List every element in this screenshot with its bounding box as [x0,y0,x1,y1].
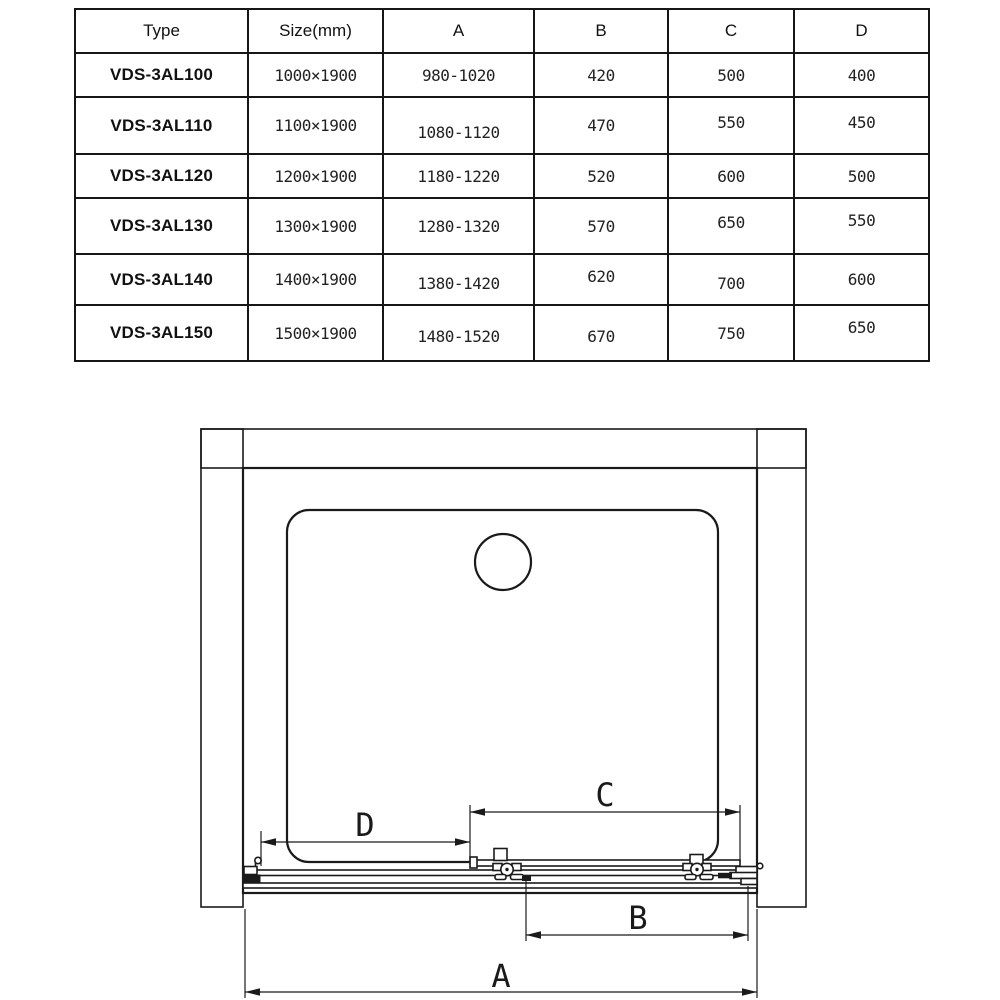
cell-d: 650 [794,305,929,361]
cell-type: VDS-3AL100 [75,53,248,97]
cell-size: 1300×1900 [248,198,383,254]
cell-a: 980-1020 [383,53,534,97]
cell-type: VDS-3AL130 [75,198,248,254]
cell-b: 620 [534,254,668,305]
cell-b: 570 [534,198,668,254]
cell-d: 550 [794,198,929,254]
cell-c: 550 [668,97,794,154]
cell-a: 1280-1320 [383,198,534,254]
cell-size: 1200×1900 [248,154,383,198]
cell-size: 1100×1900 [248,97,383,154]
cell-b: 470 [534,97,668,154]
door-frame [243,468,757,893]
dimension-a-label: A [491,957,511,995]
cell-a: 1380-1420 [383,254,534,305]
cell-type: VDS-3AL110 [75,97,248,154]
column-header-b: B [534,9,668,53]
dimension-b-label: B [628,899,648,937]
column-header-c: C [668,9,794,53]
cell-a: 1180-1220 [383,154,534,198]
cell-b: 520 [534,154,668,198]
wall-top-band [201,429,806,468]
cell-d: 450 [794,97,929,154]
cell-c: 650 [668,198,794,254]
cell-type: VDS-3AL140 [75,254,248,305]
cell-c: 600 [668,154,794,198]
cell-c: 500 [668,53,794,97]
dimension-c-label: C [595,776,615,814]
cell-d: 500 [794,154,929,198]
sliding-panel-end-cap [470,857,477,868]
column-header-a: A [383,9,534,53]
cell-c: 750 [668,305,794,361]
dimension-d-label: D [355,806,375,844]
dimension-a [245,909,757,998]
column-header-size: Size(mm) [248,9,383,53]
cell-size: 1000×1900 [248,53,383,97]
cell-b: 670 [534,305,668,361]
cell-size: 1500×1900 [248,305,383,361]
cell-c: 700 [668,254,794,305]
cell-a: 1080-1120 [383,97,534,154]
wall-right-column [757,429,806,907]
cell-d: 600 [794,254,929,305]
wall-left-column [201,429,243,907]
cell-b: 420 [534,53,668,97]
column-header-d: D [794,9,929,53]
cell-size: 1400×1900 [248,254,383,305]
bottom-track [243,883,757,888]
cell-type: VDS-3AL150 [75,305,248,361]
cell-a: 1480-1520 [383,305,534,361]
column-header-type: Type [75,9,248,53]
cell-d: 400 [794,53,929,97]
cell-type: VDS-3AL120 [75,154,248,198]
